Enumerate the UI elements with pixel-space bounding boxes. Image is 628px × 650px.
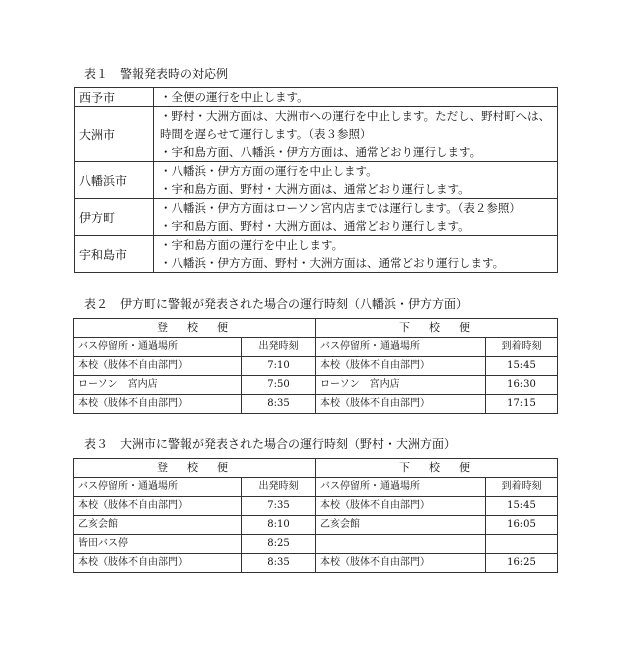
stop-cell: ローソン 宮内店	[316, 376, 486, 395]
response-line: ・宇和島方面、八幡浜・伊方方面は、通常どおり運行します。	[160, 145, 482, 159]
arrival-time-cell: 16:30	[486, 376, 558, 395]
outbound-header: 登 校 便	[74, 319, 316, 338]
region-cell: 宇和島市	[75, 236, 154, 273]
response-line: ・宇和島方面、野村・大洲方面は、通常どおり運行します。	[160, 182, 470, 196]
region-cell: 伊方町	[75, 199, 154, 236]
table3-caption: 表３ 大洲市に警報が発表された場合の運行時刻（野村・大洲方面）	[84, 437, 457, 451]
stop-cell: 本校（肢体不自由部門）	[74, 357, 242, 376]
response-line: ・全便の運行を中止します。	[160, 90, 309, 104]
departure-time-cell: 7:50	[242, 376, 316, 395]
arrival-time-cell: 16:05	[486, 516, 558, 535]
stop-cell: 本校（肢体不自由部門）	[74, 395, 242, 414]
arrival-time-cell	[486, 535, 558, 554]
table-row	[74, 357, 558, 376]
stop-cell: 乙亥会館	[74, 516, 242, 535]
arrival-time-cell: 15:45	[486, 497, 558, 516]
table-row	[74, 376, 558, 395]
table-row	[75, 199, 558, 236]
stop-cell	[316, 535, 486, 554]
region-cell: 西予市	[75, 88, 154, 107]
departure-time-cell: 8:10	[242, 516, 316, 535]
response-line: ・八幡浜・伊方方面、野村・大洲方面は、通常どおり運行します。	[160, 256, 505, 270]
col-stop-header: バス停留所・通過場所	[316, 338, 486, 357]
response-line: ・宇和島方面の運行を中止します。	[160, 238, 344, 252]
table-row	[75, 162, 558, 199]
table1-caption: 表１ 警報発表時の対応例	[84, 67, 229, 81]
table-row	[75, 236, 558, 273]
table2-ikata-schedule	[73, 318, 558, 414]
response-line: ・八幡浜・伊方方面はローソン宮内店までは運行します。（表２参照）	[160, 201, 521, 215]
departure-time-cell: 8:35	[242, 395, 316, 414]
arrival-time-cell: 16:25	[486, 554, 558, 573]
inbound-header: 下 校 便	[316, 319, 558, 338]
departure-time-cell: 8:25	[242, 535, 316, 554]
outbound-header: 登 校 便	[74, 459, 316, 478]
stop-cell: ローソン 宮内店	[74, 376, 242, 395]
stop-cell: 本校（肢体不自由部門）	[74, 554, 242, 573]
col-depart-header: 出発時刻	[242, 338, 316, 357]
col-stop-header: バス停留所・通過場所	[74, 338, 242, 357]
table-row	[75, 107, 558, 162]
col-arrive-header: 到着時刻	[486, 478, 558, 497]
response-cell	[154, 162, 558, 199]
table2-caption: 表２ 伊方町に警報が発表された場合の運行時刻（八幡浜・伊方方面）	[84, 297, 469, 311]
inbound-header: 下 校 便	[316, 459, 558, 478]
stop-cell: 本校（肢体不自由部門）	[316, 497, 486, 516]
table-row	[74, 554, 558, 573]
table3-ozu-schedule	[73, 458, 558, 573]
departure-time-cell: 8:35	[242, 554, 316, 573]
table-row	[74, 497, 558, 516]
table-row	[75, 88, 558, 107]
arrival-time-cell: 15:45	[486, 357, 558, 376]
response-cell	[154, 236, 558, 273]
stop-cell: 本校（肢体不自由部門）	[316, 357, 486, 376]
response-line: ・宇和島方面、野村・大洲方面は、通常どおり運行します。	[160, 219, 470, 233]
col-stop-header: バス停留所・通過場所	[316, 478, 486, 497]
response-line: ・八幡浜・伊方方面の運行を中止します。	[160, 164, 378, 178]
response-cell	[154, 199, 558, 236]
response-cell	[154, 88, 558, 107]
response-line: ・野村・大洲方面は、大洲市への運行を中止します。ただし、野村町へは、	[160, 109, 551, 123]
col-depart-header: 出発時刻	[242, 478, 316, 497]
arrival-time-cell: 17:15	[486, 395, 558, 414]
departure-time-cell: 7:35	[242, 497, 316, 516]
stop-cell: 本校（肢体不自由部門）	[316, 554, 486, 573]
stop-cell: 皆田バス停	[74, 535, 242, 554]
table-row	[74, 516, 558, 535]
stop-cell: 本校（肢体不自由部門）	[74, 497, 242, 516]
stop-cell: 乙亥会館	[316, 516, 486, 535]
col-arrive-header: 到着時刻	[486, 338, 558, 357]
region-cell: 八幡浜市	[75, 162, 154, 199]
response-cell	[154, 107, 558, 162]
table1-alert-response	[74, 87, 558, 273]
table-row	[74, 395, 558, 414]
stop-cell: 本校（肢体不自由部門）	[316, 395, 486, 414]
departure-time-cell: 7:10	[242, 357, 316, 376]
col-stop-header: バス停留所・通過場所	[74, 478, 242, 497]
table-row	[74, 535, 558, 554]
region-cell: 大洲市	[75, 107, 154, 162]
response-line: 時間を遅らせて運行します。（表３参照）	[160, 127, 372, 141]
